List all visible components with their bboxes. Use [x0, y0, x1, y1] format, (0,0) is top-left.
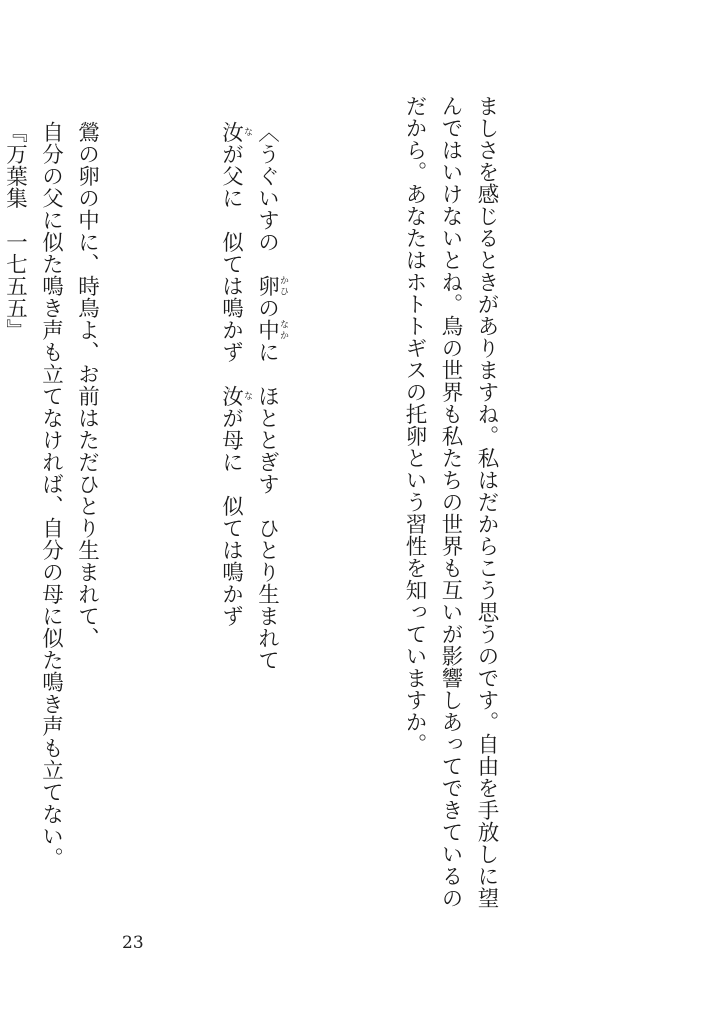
poem-source: 『万葉集 一七五五』 — [2, 121, 28, 341]
poem-block — [213, 95, 289, 925]
poem-line-2: 汝なが父に 似ては鳴かず 汝なが母に 似ては鳴かず — [218, 121, 252, 627]
ruby-na-2: な — [242, 385, 252, 407]
translation-block — [0, 95, 105, 925]
ruby-naka: なか — [278, 319, 288, 341]
paragraph-intro: ましさを感じるときがありますね。私はだからこう思うのです。自由を手放しに望んではいけないとね。鳥の世界も私たちの世界も互いが影響しあってできているのだから。あなたはホトトギスの托卵という習性を知っていますか。 — [402, 95, 499, 909]
poem-line-1: 〈うぐいすの 卵かひの中なかに ほととぎす ひとり生まれて — [254, 121, 288, 671]
ruby-kahi: かひ — [278, 275, 288, 297]
ruby-na-1: な — [242, 121, 252, 143]
vertical-text-body — [0, 95, 612, 925]
translation-line-1: 鶯の卵の中に、時鳥よ、お前はただひとり生まれて、 — [74, 121, 100, 649]
translation-line-2: 自分の父に似た鳴き声も立てなければ、自分の母に似た鳴き声も立てない。 — [38, 121, 64, 859]
page-number: 23 — [122, 933, 144, 953]
